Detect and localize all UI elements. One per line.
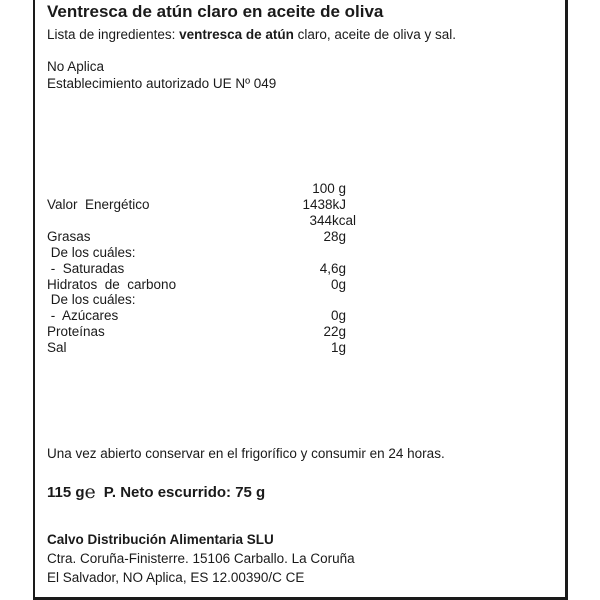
nutrition-row-value: 344kcal <box>309 212 356 228</box>
ingredients-prefix: Lista de ingredientes: <box>47 27 180 42</box>
net-weight: 115 g <box>47 484 85 501</box>
nutrition-row-label: Valor Energético <box>47 197 150 212</box>
ingredients-suffix: claro, aceite de oliva y sal. <box>293 27 456 42</box>
storage-instructions: Una vez abierto conservar en el frigorífico y consumir en 24 horas. <box>47 446 445 461</box>
estimated-sign-icon: e <box>84 481 96 503</box>
nutrition-row-value: 1g <box>330 340 346 356</box>
ingredients-list <box>47 27 456 42</box>
origin-text: No Aplica <box>47 59 105 74</box>
weight-line <box>47 481 265 503</box>
nutrition-row-value: 0g <box>330 276 346 292</box>
product-title: Ventresca de atún claro en aceite de oliva <box>47 2 384 21</box>
nutrition-row-value: 28g <box>323 228 346 244</box>
drained-weight: P. Neto escurrido: 75 g <box>103 484 266 501</box>
nutrition-row-label: De los cuáles: <box>47 292 136 308</box>
nutrition-row-label: - Saturadas <box>47 260 125 276</box>
nutrition-row-label: - Azúcares <box>47 308 119 324</box>
nutrition-row-label: Grasas <box>47 228 91 244</box>
company-name: Calvo Distribución Alimentaria SLU <box>47 532 274 547</box>
nutrition-row-label: De los cuáles: <box>47 244 136 260</box>
nutrition-row-label: Hidratos de carbono <box>47 276 177 292</box>
nutrition-row-value: 0g <box>330 308 346 324</box>
nutrition-row-label: Proteínas <box>47 324 105 340</box>
nutrition-row-value: 22g <box>323 324 346 340</box>
nutrition-row-value: 1438kJ <box>302 197 346 212</box>
nutrition-row-value: 4,6g <box>319 260 346 276</box>
establishment-text: Establecimiento autorizado UE Nº 049 <box>47 76 277 91</box>
nutrition-row-label: Sal <box>47 340 67 356</box>
ingredients-highlight: ventresca de atún <box>179 27 294 42</box>
company-address: Ctra. Coruña-Finisterre. 15106 Carballo. La Coruña <box>47 551 355 566</box>
nutrition-header: 100 g <box>312 181 346 196</box>
company-info: El Salvador, NO Aplica, ES 12.00390/C CE <box>47 570 305 585</box>
